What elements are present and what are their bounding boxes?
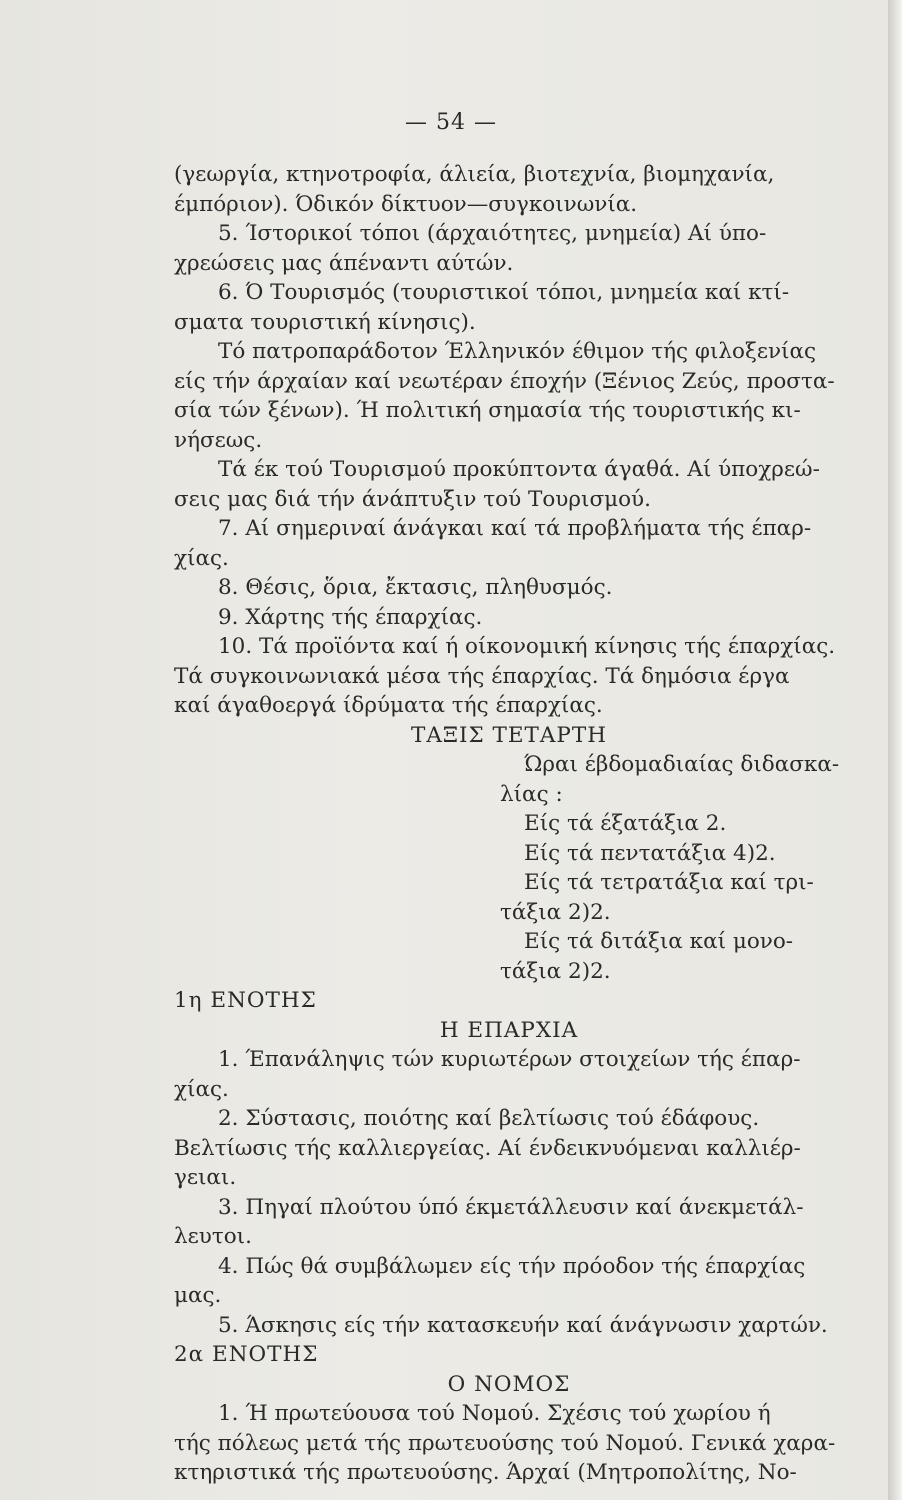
text-line: τάξια 2)2. [500,958,611,984]
text-line: Είς τά έξατάξια 2. [524,811,727,836]
text-line: ΤΑΞΙΣ ΤΕΤΑΡΤΗ [411,722,607,748]
text-line: 4. Πώς θά συμβάλωμεν είς τήν πρόοδον τής έπαρχίας [218,1253,806,1279]
text-line: σεις μας διά τήν άνάπτυξιν τού Τουρισμού. [174,486,651,512]
text-line: κτηριστικά τής πρωτευούσης. Άρχαί (Μητροπολίτης, Νο- [174,1460,797,1485]
text-line: είς τήν άρχαίαν καί νεωτέραν έποχήν (Ξένιος Ζεύς, προστα- [174,368,835,394]
text-line: Είς τά διτάξια καί μονο- [524,929,794,954]
text-line: σματα τουριστική κίνησις). [174,309,476,335]
text-line: χίας. [174,545,229,571]
text-line: Τά συγκοινωνιακά μέσα τής έπαρχίας. Τά δημόσια έργα [174,663,790,689]
text-line: 3. Πηγαί πλούτου ύπό έκμετάλλευσιν καί άνεκμετάλ- [218,1194,804,1220]
text-line: τάξια 2)2. [500,899,611,925]
text-line: έμπόριον). Όδικόν δίκτυον—συγκοινωνία. [174,191,638,217]
text-line: 8. Θέσις, ὅρια, ἔκτασις, πληθυσμός. [218,575,613,600]
text-line: χίας. [174,1076,229,1102]
text-line: καί άγαθοεργά ίδρύματα τής έπαρχίας. [174,693,603,718]
text-line: χρεώσεις μας άπέναντι αύτών. [174,250,514,276]
text-line: Είς τά τετρατάξια καί τρι- [524,870,814,895]
text-line: σία τών ξένων). Ή πολιτική σημασία τής τουριστικής κι- [174,398,801,423]
text-line: λευτοι. [174,1224,252,1249]
text-line: Τό πατροπαράδοτον Έλληνικόν έθιμον τής φιλοξενίας [218,339,817,364]
text-line: 5. Ίστορικοί τόποι (άρχαιότητες, μνημεία) Αί ύπο- [218,221,767,246]
text-line: 1η ΕΝΟΤΗΣ [174,988,317,1013]
text-line: μας. [174,1283,222,1308]
page-body [174,160,844,1488]
text-line: νήσεως. [174,427,263,453]
text-line: 1. Ή πρωτεύουσα τού Νομού. Σχέσις τού χωρίου ή [218,1401,771,1426]
text-line: Η ΕΠΑΡΧΙΑ [439,1017,579,1043]
text-line: Ώραι έβδομαδιαίας διδασκα- [524,752,840,777]
text-line: 1. Έπανάληψις τών κυριωτέρων στοιχείων τής έπαρ- [218,1047,801,1072]
page-number: — 54 — [405,110,497,135]
text-line: 2. Σύστασις, ποιότης καί βελτίωσις τού έδάφους. [218,1106,760,1131]
text-line: 5. Άσκησις είς τήν κατασκευήν καί άνάγνωσιν χαρτών. [218,1312,828,1338]
text-line: 6. Ό Τουρισμός (τουριστικοί τόποι, μνημεία καί κτί- [218,280,790,305]
text-line: 9. Χάρτης τής έπαρχίας. [218,604,483,630]
text-line: 7. Αί σημεριναί άνάγκαι καί τά προβλήματα τής έπαρ- [218,516,812,541]
text-line: Βελτίωσις τής καλλιεργείας. Αί ένδεικνυόμεναι καλλιέρ- [174,1135,801,1161]
text-line: τής πόλεως μετά τής πρωτευούσης τού Νομού. Γενικά χαρα- [174,1430,836,1456]
text-line: 10. Τά προϊόντα καί ή οίκονομική κίνησις τής έπαρχίας. [218,634,836,659]
text-line: Είς τά πεντατάξια 4)2. [524,840,776,866]
text-line: λίας : [500,781,563,807]
page-edge-shadow [888,0,902,1500]
text-line: γειαι. [174,1165,237,1190]
text-line: (γεωργία, κτηνοτροφία, άλιεία, βιοτεχνία, βιομηχανία, [174,162,775,187]
text-line: Τά έκ τού Τουρισμού προκύπτοντα άγαθά. Αί ύποχρεώ- [218,457,820,482]
text-line: 2α ΕΝΟΤΗΣ [174,1342,319,1367]
text-line: Ο ΝΟΜΟΣ [447,1371,571,1397]
